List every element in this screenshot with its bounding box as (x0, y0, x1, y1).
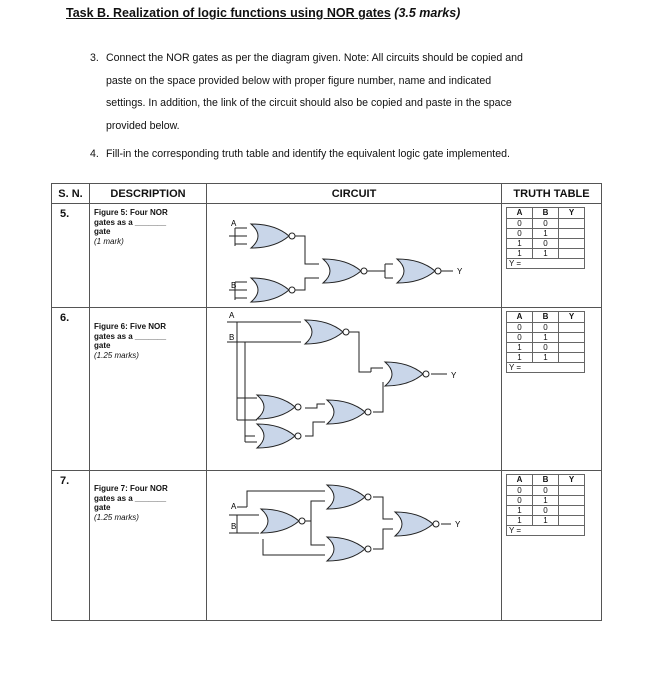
task-title (66, 6, 460, 20)
tt-cell: 0 (533, 323, 559, 333)
task-title-marks: (3.5 marks) (394, 6, 461, 20)
tt-result[interactable]: Y = (507, 259, 585, 269)
circuit-cell (207, 471, 502, 621)
task-title-main: Task B. Realization of logic functions using NOR gates (66, 6, 391, 20)
header-sn: S. N. (52, 184, 90, 204)
truth-table-cell (502, 471, 602, 621)
input-b-label: B (231, 281, 237, 290)
figure-blank: gates as a _______ (94, 331, 167, 341)
lab-table (51, 183, 602, 621)
tt-cell: 0 (507, 323, 533, 333)
tt-header: A (507, 312, 533, 323)
tt-cell[interactable] (559, 343, 585, 353)
input-a-label: A (229, 311, 235, 320)
instruction-line: Connect the NOR gates as per the diagram given. Note: All circuits should be copied and (106, 52, 523, 64)
tt-cell: 0 (507, 486, 533, 496)
tt-cell: 1 (507, 353, 533, 363)
instruction-number: 3. (90, 52, 99, 64)
tt-cell[interactable] (559, 219, 585, 229)
header-circuit: CIRCUIT (207, 184, 502, 204)
tt-cell[interactable] (559, 506, 585, 516)
tt-cell[interactable] (559, 249, 585, 259)
tt-header: A (507, 475, 533, 486)
figure-title: Figure 6: Five NOR (94, 322, 167, 331)
truth-table (506, 474, 585, 536)
tt-result[interactable]: Y = (507, 363, 585, 373)
instruction-line: settings. In addition, the link of the circuit should also be copied and paste in the space (106, 97, 512, 109)
input-a-label: A (231, 219, 237, 228)
tt-cell[interactable] (559, 333, 585, 343)
instruction-number: 4. (90, 148, 99, 160)
figure-gate: gate (94, 227, 111, 236)
instruction-line: Fill-in the corresponding truth table and identify the equivalent logic gate implemented. (106, 148, 510, 160)
tt-cell: 1 (507, 343, 533, 353)
circuit-cell (207, 308, 502, 471)
tt-cell[interactable] (559, 353, 585, 363)
row-description (90, 204, 207, 308)
tt-cell[interactable] (559, 229, 585, 239)
figure-gate: gate (94, 503, 111, 512)
tt-cell: 1 (507, 249, 533, 259)
output-y-label: Y (457, 267, 463, 276)
circuit-diagram-7 (207, 471, 501, 621)
output-y-label: Y (451, 371, 457, 380)
tt-cell: 1 (533, 249, 559, 259)
tt-cell: 1 (533, 516, 559, 526)
tt-cell: 0 (507, 496, 533, 506)
tt-cell: 0 (533, 343, 559, 353)
tt-cell[interactable] (559, 516, 585, 526)
figure-blank: gates as a _______ (94, 493, 167, 503)
tt-cell[interactable] (559, 486, 585, 496)
figure-title: Figure 5: Four NOR (94, 208, 168, 217)
tt-cell: 0 (533, 506, 559, 516)
tt-cell: 0 (533, 486, 559, 496)
row-description (90, 308, 207, 471)
tt-result[interactable]: Y = (507, 526, 585, 536)
circuit-diagram-5 (207, 204, 501, 308)
instruction-line: paste on the space provided below with proper figure number, name and indicated (106, 74, 492, 87)
tt-cell: 0 (507, 333, 533, 343)
truth-table-cell (502, 308, 602, 471)
tt-cell: 1 (533, 496, 559, 506)
tt-cell[interactable] (559, 239, 585, 249)
instruction-3 (90, 47, 590, 137)
figure-gate: gate (94, 341, 111, 350)
tt-cell: 1 (533, 333, 559, 343)
circuit-cell (207, 204, 502, 308)
tt-header: B (533, 208, 559, 219)
truth-table (506, 207, 585, 269)
tt-cell: 1 (533, 353, 559, 363)
figure-marks: (1 mark) (94, 236, 124, 246)
truth-table-cell (502, 204, 602, 308)
tt-header: B (533, 312, 559, 323)
tt-cell[interactable] (559, 323, 585, 333)
tt-cell[interactable] (559, 496, 585, 506)
row-number: 5. (52, 204, 90, 308)
row-number: 7. (52, 471, 90, 621)
circuit-diagram-6 (207, 308, 501, 471)
figure-marks: (1.25 marks) (94, 350, 139, 360)
header-description: DESCRIPTION (90, 184, 207, 204)
truth-table (506, 311, 585, 373)
input-b-label: B (231, 522, 237, 531)
header-truth-table: TRUTH TABLE (502, 184, 602, 204)
figure-title: Figure 7: Four NOR (94, 484, 168, 493)
tt-cell: 1 (507, 516, 533, 526)
table-row (52, 471, 602, 621)
tt-cell: 0 (533, 219, 559, 229)
tt-cell: 0 (533, 239, 559, 249)
instruction-4 (90, 143, 590, 166)
tt-header: Y (559, 208, 585, 219)
tt-cell: 0 (507, 229, 533, 239)
output-y-label: Y (455, 520, 461, 529)
tt-header: A (507, 208, 533, 219)
table-row (52, 204, 602, 308)
row-description (90, 471, 207, 621)
row-number: 6. (52, 308, 90, 471)
tt-header: Y (559, 312, 585, 323)
figure-blank: gates as a _______ (94, 217, 167, 227)
tt-cell: 1 (507, 506, 533, 516)
figure-marks: (1.25 marks) (94, 512, 139, 522)
tt-cell: 0 (507, 219, 533, 229)
tt-header: B (533, 475, 559, 486)
input-b-label: B (229, 333, 235, 342)
table-row (52, 308, 602, 471)
instruction-line: provided below. (106, 119, 180, 132)
tt-header: Y (559, 475, 585, 486)
input-a-label: A (231, 502, 237, 511)
tt-cell: 1 (507, 239, 533, 249)
tt-cell: 1 (533, 229, 559, 239)
